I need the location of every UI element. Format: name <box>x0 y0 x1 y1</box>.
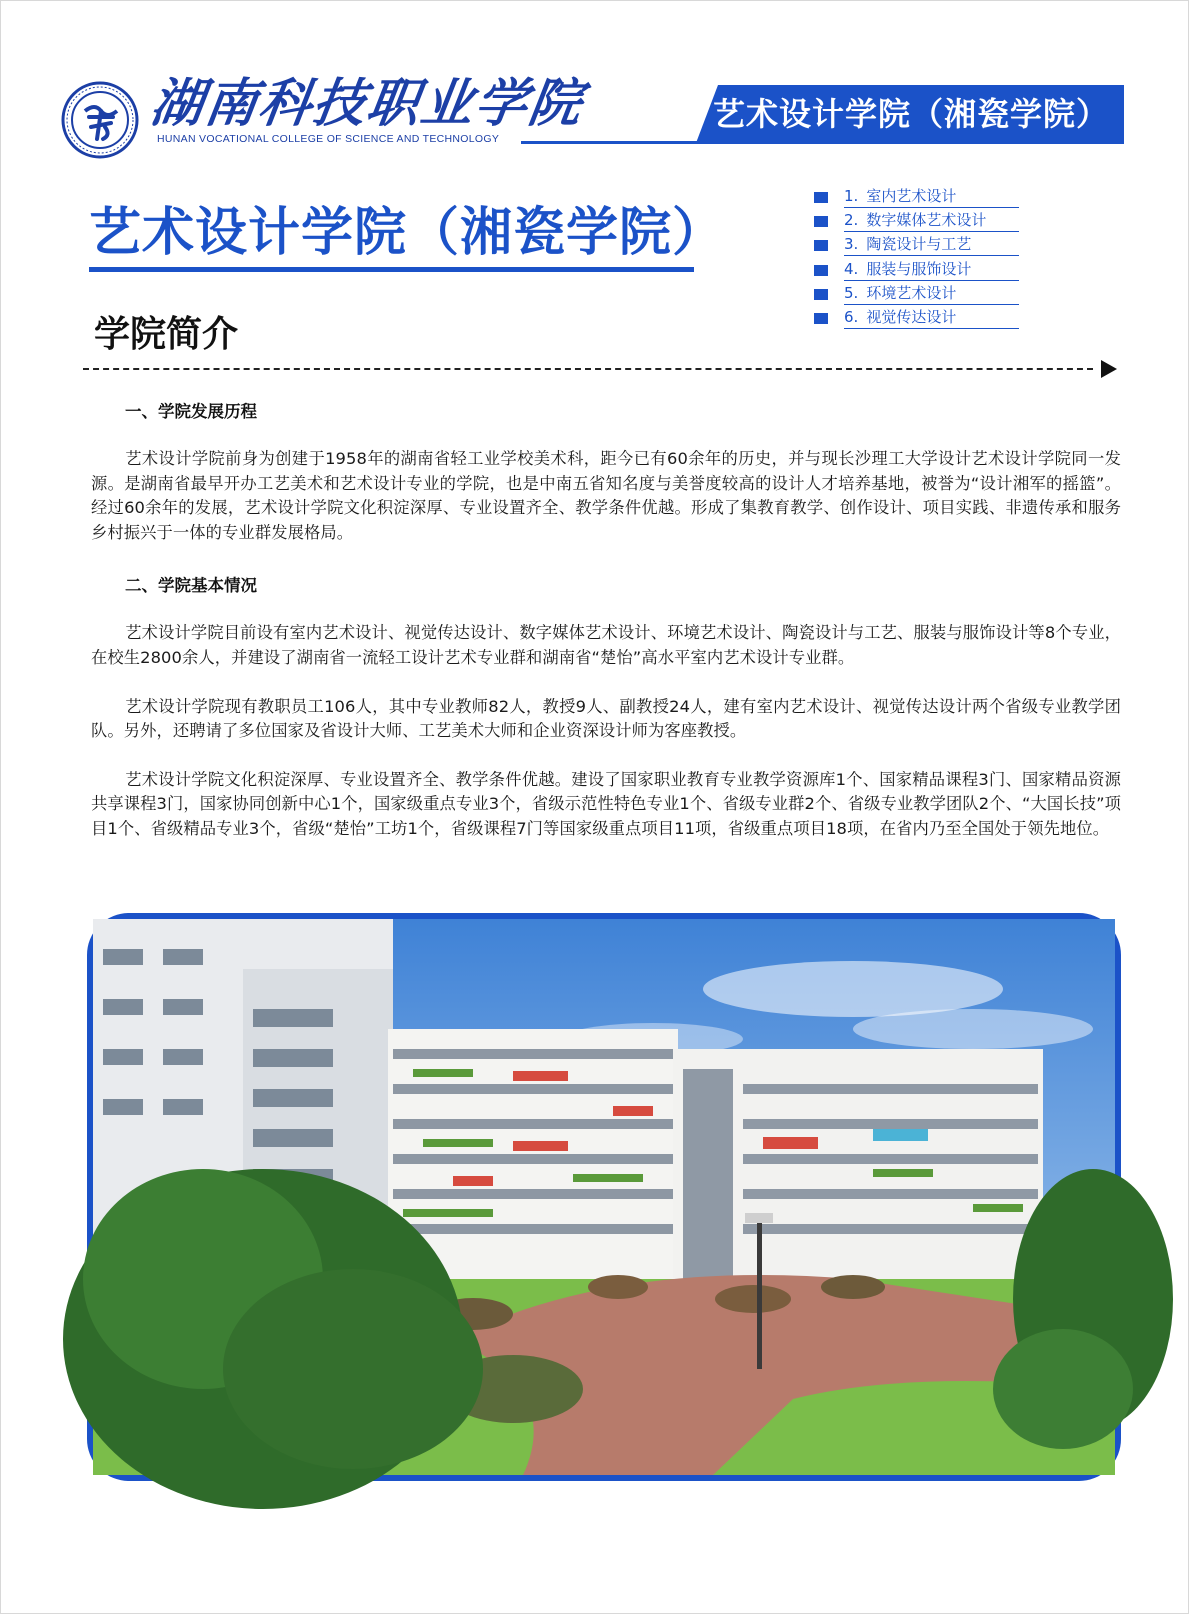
major-item[interactable] <box>814 307 1014 331</box>
square-bullet-icon <box>814 216 828 227</box>
major-item[interactable] <box>814 283 1014 307</box>
page-title: 艺术设计学院（湘瓷学院） <box>89 203 726 263</box>
school-seal-icon <box>61 81 139 159</box>
intro-content <box>91 401 1121 842</box>
section-heading-history: 一、学院发展历程 <box>125 402 257 421</box>
paragraph-staff: 艺术设计学院现有教职员工106人，其中专业教师82人，教授9人、副教授24人，建有室内艺术设计、视觉传达设计两个省级专业教学团队。另外，还聘请了多位国家及省设计大师、工艺美术大师和企业资深设计师为客座教授。 <box>91 696 1121 741</box>
paragraph-history: 艺术设计学院前身为创建于1958年的湖南省轻工业学校美术科，距今已有60余年的历史，并与现长沙理工大学设计艺术设计学院同一发源。是湖南省最早开办工艺美术和艺术设计专业的学院，也是中南五省知名度与美誉度较高的设计人才培养基地，被誉为“设计湘军的摇篮”。经过60余年的发展，艺术设计学院文化积淀深厚、专业设置齐全、教学条件优越。形成了集教育教学、创作设计、项目实践、非遗传承和服务乡村振兴于一体的专业群发展格局。 <box>91 449 1121 542</box>
major-link[interactable] <box>844 283 1019 305</box>
section-title: 学院简介 <box>94 314 239 355</box>
campus-photo <box>87 913 1121 1481</box>
major-label: 环境艺术设计 <box>866 283 957 302</box>
major-number: 4. <box>844 259 859 278</box>
title-underline <box>89 267 694 272</box>
major-label: 服装与服饰设计 <box>866 259 972 278</box>
major-label: 数字媒体艺术设计 <box>866 211 987 230</box>
major-link[interactable] <box>844 307 1019 329</box>
square-bullet-icon <box>814 265 828 276</box>
school-name-cn: 湖南科技职业学院 <box>146 73 588 134</box>
major-number: 3. <box>844 235 859 254</box>
square-bullet-icon <box>814 289 828 300</box>
major-item[interactable] <box>814 186 1014 210</box>
major-label: 室内艺术设计 <box>866 187 957 205</box>
square-bullet-icon <box>814 192 828 203</box>
major-number: 6. <box>844 307 859 326</box>
major-link[interactable] <box>844 210 1019 232</box>
square-bullet-icon <box>814 313 828 324</box>
major-label: 视觉传达设计 <box>866 307 957 326</box>
major-item[interactable] <box>814 210 1014 234</box>
paragraph-achievements: 艺术设计学院文化积淀深厚、专业设置齐全、教学条件优越。建设了国家职业教育专业教学资源库1个、国家精品课程3门、国家精品资源共享课程3门，国家协同创新中心1个，国家级重点专业3个，省级示范性特色专业1个、省级专业群2个、省级专业教学团队2个、“大国长技”项目1个、省级精品专业3个，省级“楚怡”工坊1个，省级课程7门等国家级重点项目11项，省级重点项目18项，在省内乃至全国处于领先地位。 <box>91 769 1121 838</box>
school-name-en: HUNAN VOCATIONAL COLLEGE OF SCIENCE AND TECHNOLOGY <box>157 133 500 145</box>
major-item[interactable] <box>814 259 1014 283</box>
majors-list <box>814 186 1014 331</box>
major-number: 1. <box>844 187 859 205</box>
major-item[interactable] <box>814 234 1014 258</box>
major-number: 2. <box>844 211 859 230</box>
header-banner-text: 艺术设计学院（湘瓷学院） <box>712 95 1109 133</box>
major-number: 5. <box>844 283 859 302</box>
major-link[interactable] <box>844 259 1019 281</box>
paragraph-majors: 艺术设计学院目前设有室内艺术设计、视觉传达设计、数字媒体艺术设计、环境艺术设计、陶瓷设计与工艺、服装与服饰设计等8个专业，在校生2800余人，并建设了湖南省一流轻工设计艺术专业群和湖南省“楚怡”高水平室内艺术设计专业群。 <box>91 623 1121 667</box>
section-heading-basic: 二、学院基本情况 <box>125 576 257 596</box>
arrow-right-icon <box>1101 360 1117 378</box>
major-label: 陶瓷设计与工艺 <box>866 235 972 254</box>
major-link[interactable] <box>844 186 1019 208</box>
dashed-divider <box>83 368 1093 370</box>
square-bullet-icon <box>814 240 828 251</box>
campus-illustration <box>93 919 1115 1475</box>
major-link[interactable] <box>844 234 1019 256</box>
